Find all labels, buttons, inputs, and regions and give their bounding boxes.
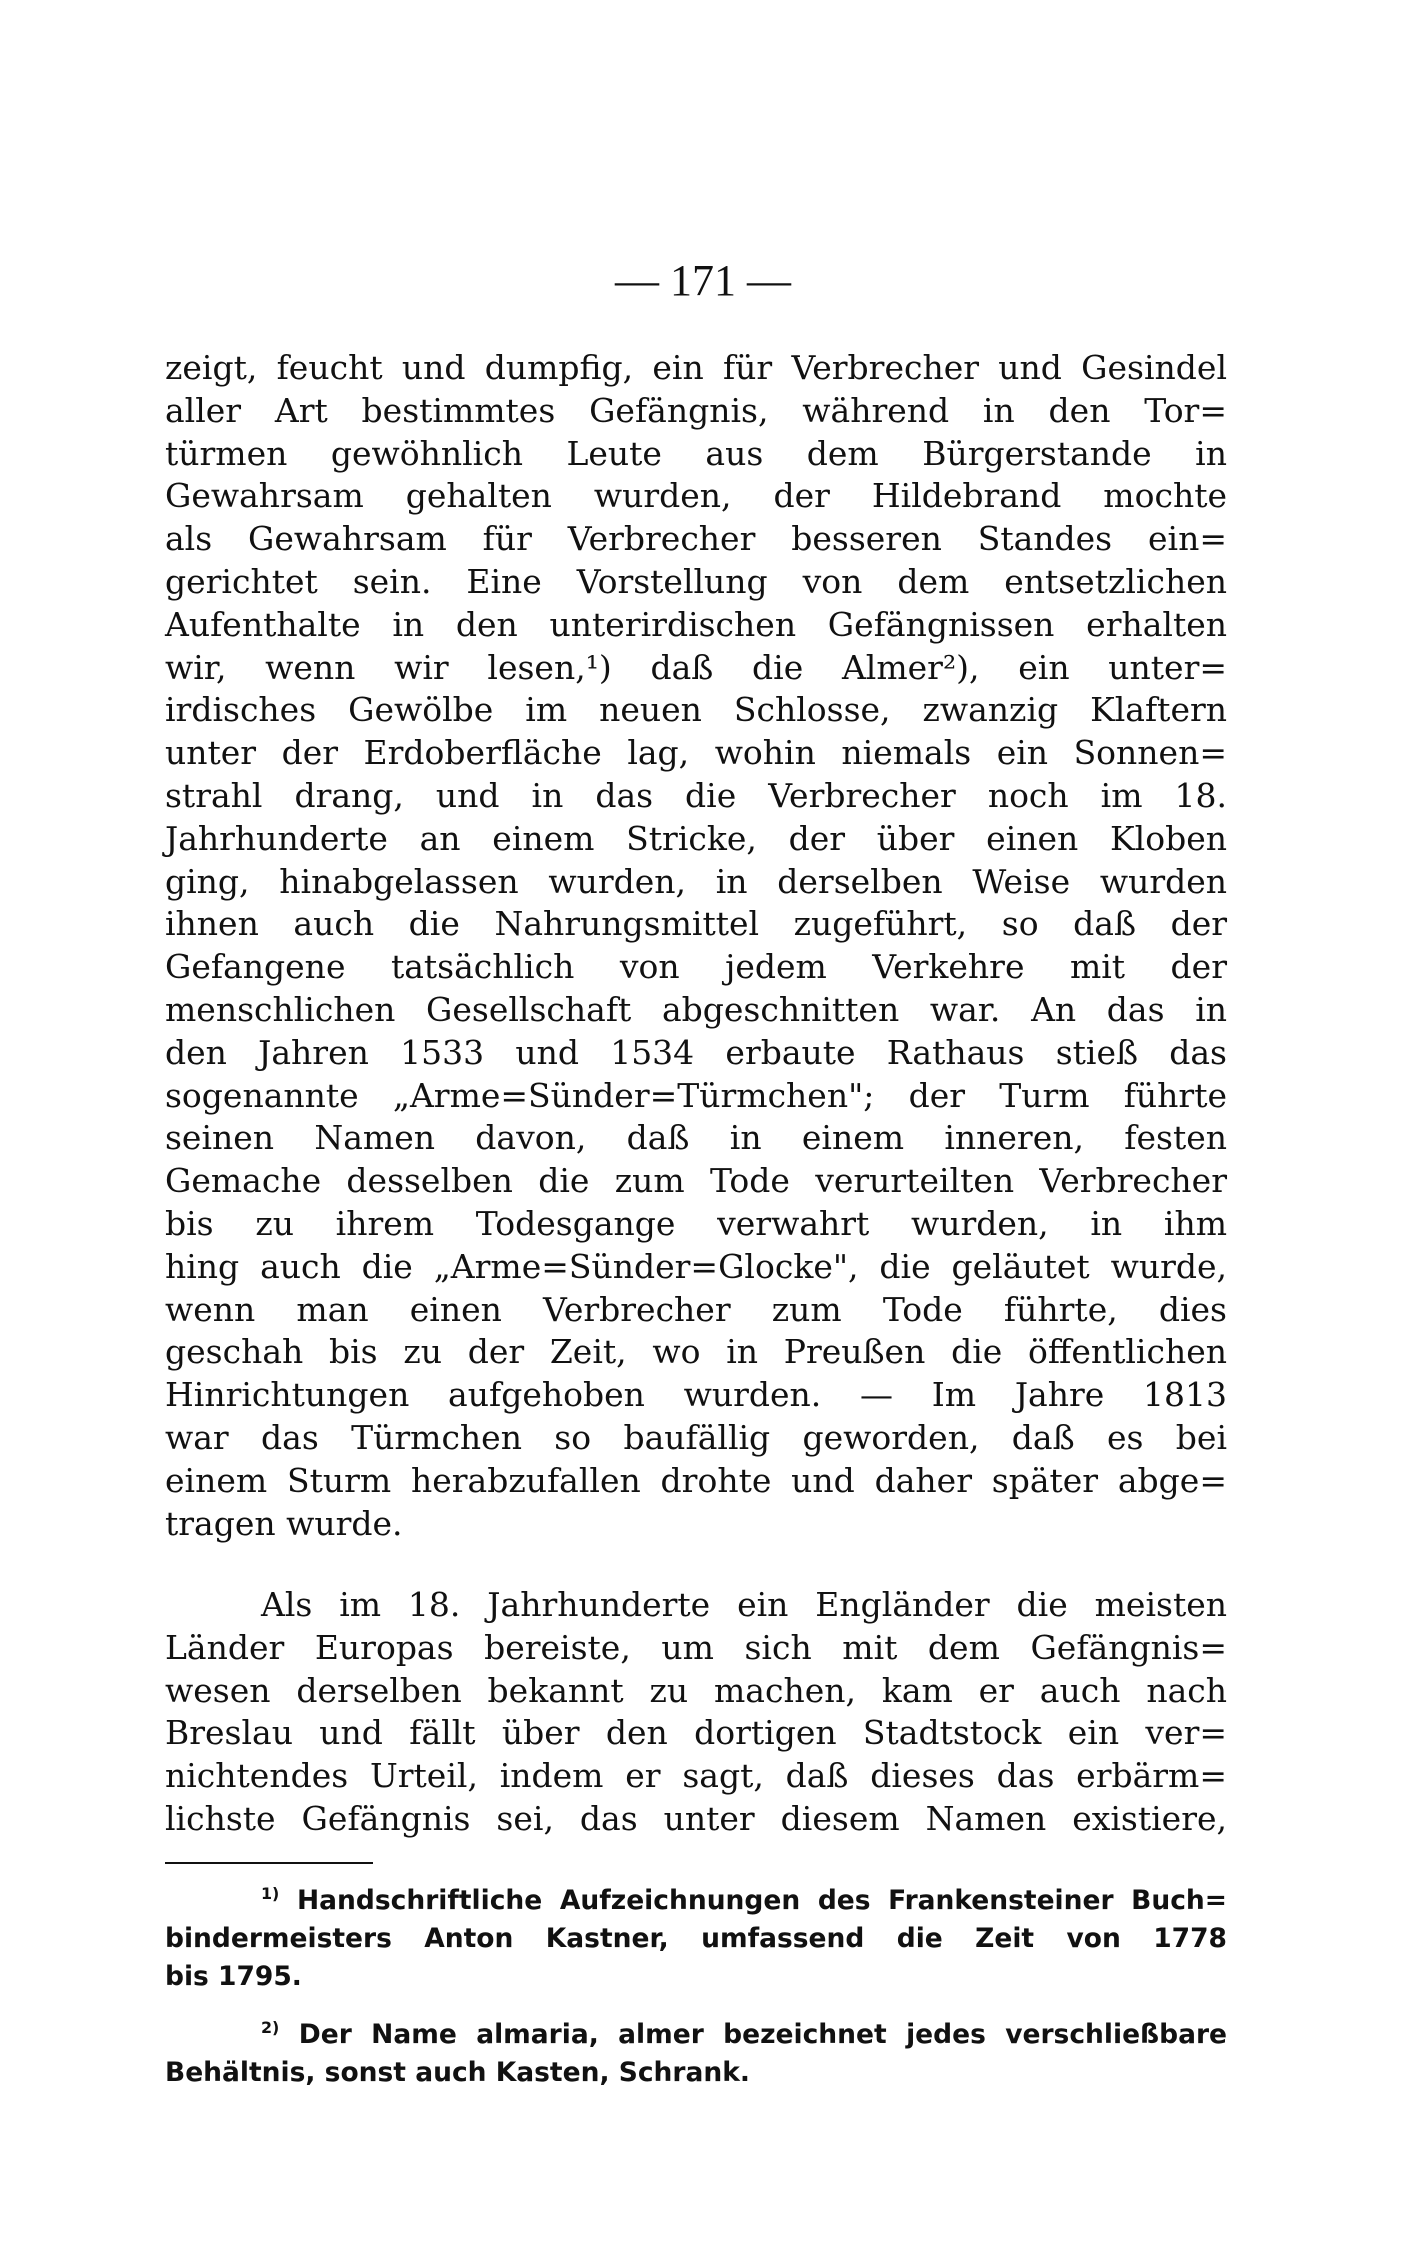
text-line: Gefangene tatsächlich von jedem Verkehre mit der (165, 947, 1227, 987)
body-paragraph-1 (165, 347, 1227, 1545)
text-line: bis zu ihrem Todesgange verwahrt wurden, in ihm (165, 1203, 1227, 1243)
text-line: wesen derselben bekannt zu machen, kam er auch nach (165, 1670, 1227, 1710)
text-line: ging, hinabgelassen wurden, in derselben Weise wurden (165, 861, 1227, 901)
page-number: — 171 — (615, 256, 791, 305)
footnote-mark: 2) (261, 2018, 280, 2038)
text-line: zeigt, feucht und dumpfig, ein für Verbrecher und Gesindel (165, 348, 1227, 387)
text-line: menschlichen Gesellschaft abgeschnitten war. An das in (165, 989, 1227, 1029)
text-line: einem Sturm herabzufallen drohte und daher später abge= (165, 1460, 1227, 1500)
text-line: sogenannte „Arme=Sünder=Türmchen"; der Turm führte (165, 1075, 1227, 1115)
footnote-divider (165, 1862, 373, 1864)
text-line: Gewahrsam gehalten wurden, der Hildebrand mochte (165, 476, 1227, 516)
footnote-line: Behältnis, sonst auch Kasten, Schrank. (165, 2057, 750, 2088)
text-line: hing auch die „Arme=Sünder=Glocke", die geläutet wurde, (165, 1246, 1227, 1286)
body-paragraph-2 (165, 1584, 1227, 1841)
text-line: seinen Namen davon, daß in einem inneren, festen (165, 1118, 1227, 1158)
text-line: strahl drang, und in das die Verbrecher noch im 18. (165, 775, 1227, 815)
text-line: den Jahren 1533 und 1534 erbaute Rathaus stieß das (165, 1032, 1227, 1072)
text-line: Länder Europas bereiste, um sich mit dem Gefängnis= (165, 1627, 1227, 1667)
footnote-text: Der Name almaria, almer bezeichnet jedes verschließbare (298, 2019, 1227, 2050)
text-line: ihnen auch die Nahrungsmittel zugeführt, so daß der (165, 904, 1227, 944)
footnote-line (165, 2016, 1227, 2054)
text-line: lichste Gefängnis sei, das unter diesem Namen existiere, (165, 1798, 1227, 1838)
footnote-line: bindermeisters Anton Kastner, umfassend die Zeit von 1778 (165, 1923, 1227, 1954)
text-line: Hinrichtungen aufgehoben wurden. — Im Jahre 1813 (165, 1375, 1227, 1415)
text-line: tragen wurde. (165, 1503, 403, 1543)
text-line: geschah bis zu der Zeit, wo in Preußen die öffentlichen (165, 1332, 1227, 1372)
text-line: Jahrhunderte an einem Stricke, der über einen Kloben (165, 818, 1227, 858)
text-line: war das Türmchen so baufällig geworden, daß es bei (165, 1417, 1227, 1457)
text-line: Breslau und fällt über den dortigen Stadtstock ein ver= (165, 1713, 1227, 1753)
text-line: wenn man einen Verbrecher zum Tode führte, dies (165, 1289, 1227, 1329)
text-line: gerichtet sein. Eine Vorstellung von dem entsetzlichen (165, 561, 1227, 601)
text-line: aller Art bestimmtes Gefängnis, während in den Tor= (165, 390, 1227, 430)
text-line: nichtendes Urteil, indem er sagt, daß dieses das erbärm= (165, 1756, 1227, 1796)
footnote-line: bis 1795. (165, 1961, 302, 1992)
text-line: türmen gewöhnlich Leute aus dem Bürgerstande in (165, 433, 1227, 473)
text-line: Als im 18. Jahrhunderte ein Engländer die meisten (261, 1585, 1227, 1624)
text-line: als Gewahrsam für Verbrecher besseren Standes ein= (165, 519, 1227, 559)
text-line: Aufenthalte in den unterirdischen Gefängnissen erhalten (165, 604, 1227, 644)
text-line: Gemache desselben die zum Tode verurteilten Verbrecher (165, 1161, 1227, 1201)
text-line: irdisches Gewölbe im neuen Schlosse, zwanzig Klaftern (165, 690, 1227, 730)
footnote-text: Handschriftliche Aufzeichnungen des Frankensteiner Buch= (296, 1885, 1228, 1916)
footnote-line (165, 1882, 1227, 1920)
footnote-mark: 1) (261, 1884, 280, 1904)
footnote-2 (165, 2016, 1227, 2092)
text-line: unter der Erdoberfläche lag, wohin niemals ein Sonnen= (165, 733, 1227, 773)
footnote-1 (165, 1882, 1227, 1996)
text-line: wir, wenn wir lesen,¹) daß die Almer²), ein unter= (165, 647, 1227, 687)
